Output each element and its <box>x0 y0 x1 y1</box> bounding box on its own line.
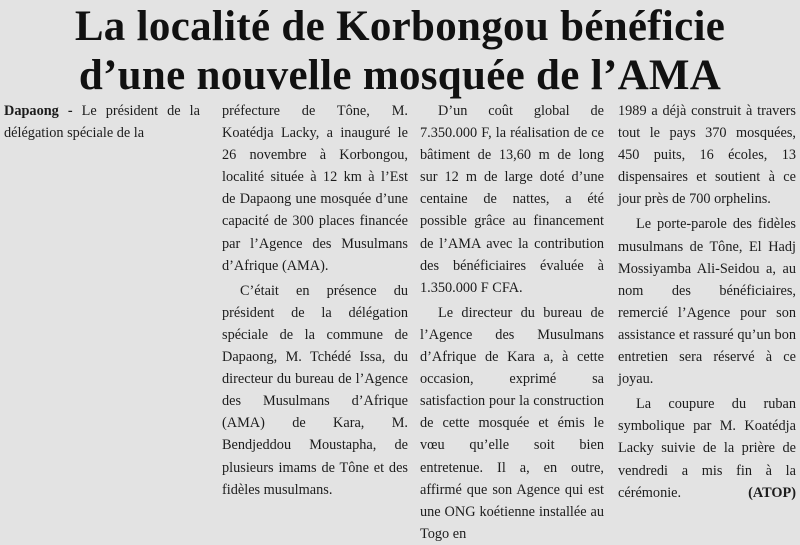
article-paragraph: 1989 a déjà construit à travers tout le pays 370 mosquées, 450 puits, 16 écoles, 13 dispensaires et soutient à ce jour près de 700 orphelins. <box>618 103 796 208</box>
agency-credit: (ATOP) <box>748 484 796 501</box>
paragraph-text: Le président de la délégation spéciale de la <box>4 103 200 142</box>
article-column-4 <box>618 100 796 504</box>
article-column-1 <box>4 100 200 144</box>
article-paragraph: D’un coût global de 7.350.000 F, la réalisation de ce bâtiment de 13,60 m de long sur 12 m de large doté d’une centaine de nattes, a été possible grâce au financement de l’AMA avec la contribution des bénéficiaires évaluée à 1.350.000 F CFA. <box>420 103 604 296</box>
article-paragraph: Le porte-parole des fidèles musulmans de Tône, El Hadj Mossiyamba Ali-Seidou a, au nom des bénéficiaires, remercié l’Agence pour son assistance et rassuré qu’un bon entretien sera réservé à ce joyau. <box>618 216 796 388</box>
headline-line-1: La localité de Korbongou bénéficie <box>74 3 726 50</box>
headline-line-2: d’une nouvelle mosquée de l’AMA <box>78 52 722 99</box>
paragraph-text: La coupure du ruban symbolique par M. Koatédja Lacky suivie de la prière de vendredi a mis fin à la cérémonie. <box>618 396 796 501</box>
article-paragraph <box>4 100 200 144</box>
article-paragraph: C’était en présence du président de la délégation spéciale de la commune de Dapaong, M. Tchédé Issa, du directeur du bureau de l’Agence des Musulmans d’Afrique (AMA) de Kara, M. Bendjeddou Moustapha, de plusieurs imams de Tône et des fidèles musulmans. <box>222 282 408 498</box>
article-paragraph: Le directeur du bureau de l’Agence des Musulmans d’Afrique de Kara a, à cette occasion, exprimé sa satisfaction pour la construction de cette mosquée et émis le vœu qu’elle soit bien entretenue. Il a, en outre, affirmé que son Agence qui est une ONG koétienne installée au Togo en <box>420 304 604 542</box>
article-paragraph: préfecture de Tône, M. Koatédja Lacky, a inauguré le 26 novembre à Korbongou, localité située à 12 km à l’Est de Dapaong une mosquée d’une capacité de 300 places financée par l’Agence des Musulmans d’Afrique (AMA). <box>222 103 408 274</box>
dateline: Dapaong - <box>4 103 82 119</box>
headline <box>0 2 800 100</box>
article-column-2 <box>222 100 408 501</box>
article-paragraph <box>618 393 796 503</box>
article-column-3 <box>420 100 604 545</box>
